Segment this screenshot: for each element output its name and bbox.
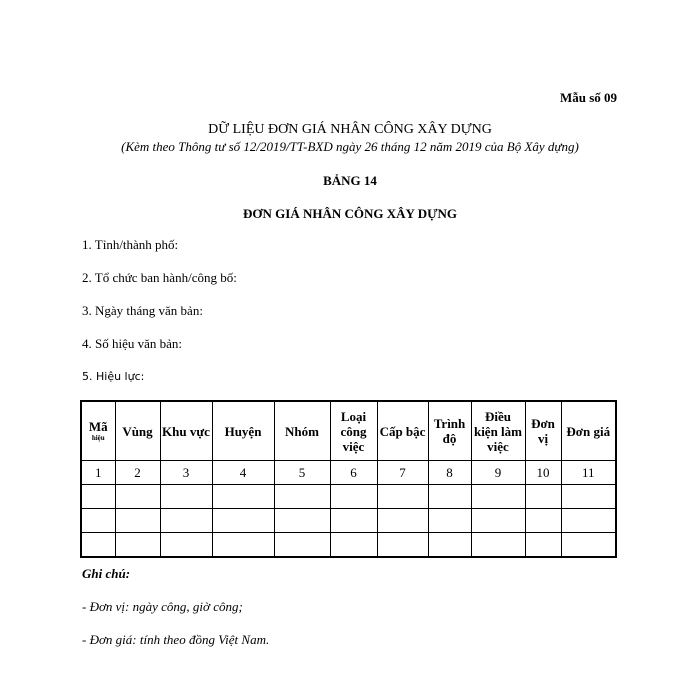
header-job-type: Loại công việc <box>330 401 377 461</box>
table-cell <box>561 509 616 533</box>
table-cell <box>428 509 471 533</box>
table-cell <box>428 485 471 509</box>
table-cell <box>525 533 561 558</box>
header-area: Khu vực <box>160 401 212 461</box>
table-cell <box>525 509 561 533</box>
table-row <box>81 533 616 558</box>
table-cell <box>212 509 274 533</box>
header-level: Trình độ <box>428 401 471 461</box>
table-cell <box>471 533 525 558</box>
table-title: ĐƠN GIÁ NHÂN CÔNG XÂY DỰNG <box>243 206 457 221</box>
column-number: 1 <box>81 461 115 485</box>
table-cell <box>561 533 616 558</box>
note-unit-price: - Đơn giá: tính theo đồng Việt Nam. <box>82 632 270 647</box>
table-cell <box>115 533 160 558</box>
table-number-row <box>81 461 616 485</box>
field-issuing-org: 2. Tổ chức ban hành/công bố: <box>82 270 237 285</box>
table-cell <box>115 485 160 509</box>
table-cell <box>428 533 471 558</box>
table-cell <box>212 485 274 509</box>
column-number: 10 <box>525 461 561 485</box>
table-cell <box>115 509 160 533</box>
column-number: 4 <box>212 461 274 485</box>
column-number: 8 <box>428 461 471 485</box>
table-cell <box>160 533 212 558</box>
table-cell <box>212 533 274 558</box>
header-unit: Đơn vị <box>525 401 561 461</box>
note-unit: - Đơn vị: ngày công, giờ công; <box>82 599 243 614</box>
table-cell <box>471 485 525 509</box>
table-cell <box>81 509 115 533</box>
column-number: 2 <box>115 461 160 485</box>
field-document-number: 4. Số hiệu văn bản: <box>82 336 183 351</box>
field-document-date: 3. Ngày tháng văn bản: <box>82 303 203 318</box>
header-grade: Cấp bậc <box>377 401 428 461</box>
notes-title: Ghi chú: <box>82 566 131 581</box>
column-number: 7 <box>377 461 428 485</box>
form-number: Mẫu số 09 <box>559 90 617 105</box>
column-number: 5 <box>274 461 330 485</box>
table-cell <box>160 509 212 533</box>
header-group: Nhóm <box>274 401 330 461</box>
header-district: Huyện <box>212 401 274 461</box>
table-cell <box>377 485 428 509</box>
table-cell <box>81 485 115 509</box>
table-cell <box>81 533 115 558</box>
header-working-conditions: Điều kiện làm việc <box>471 401 525 461</box>
field-province: 1. Tỉnh/thành phố: <box>82 237 179 252</box>
document-subtitle: (Kèm theo Thông tư số 12/2019/TT-BXD ngày 26 tháng 12 năm 2019 của Bộ Xây dựng) <box>121 139 579 154</box>
column-number: 3 <box>160 461 212 485</box>
table-row <box>81 485 616 509</box>
table-row <box>81 509 616 533</box>
header-region: Vùng <box>115 401 160 461</box>
labor-cost-table <box>80 400 617 558</box>
table-cell <box>330 485 377 509</box>
table-cell <box>274 485 330 509</box>
document-title: DỮ LIỆU ĐƠN GIÁ NHÂN CÔNG XÂY DỰNG <box>208 122 492 137</box>
table-cell <box>561 485 616 509</box>
column-number: 11 <box>561 461 616 485</box>
table-cell <box>274 533 330 558</box>
table-cell <box>330 509 377 533</box>
column-number: 6 <box>330 461 377 485</box>
field-effective: 5. Hiệu lực: <box>82 370 145 383</box>
table-header-row <box>81 401 616 461</box>
table-cell <box>471 509 525 533</box>
table-cell <box>377 509 428 533</box>
table-cell <box>377 533 428 558</box>
table-cell <box>330 533 377 558</box>
table-number: BẢNG 14 <box>323 173 377 188</box>
table-cell <box>525 485 561 509</box>
column-number: 9 <box>471 461 525 485</box>
table-cell <box>274 509 330 533</box>
header-code: Mã hiệu <box>81 401 115 461</box>
header-unit-price: Đơn giá <box>561 401 616 461</box>
table-cell <box>160 485 212 509</box>
